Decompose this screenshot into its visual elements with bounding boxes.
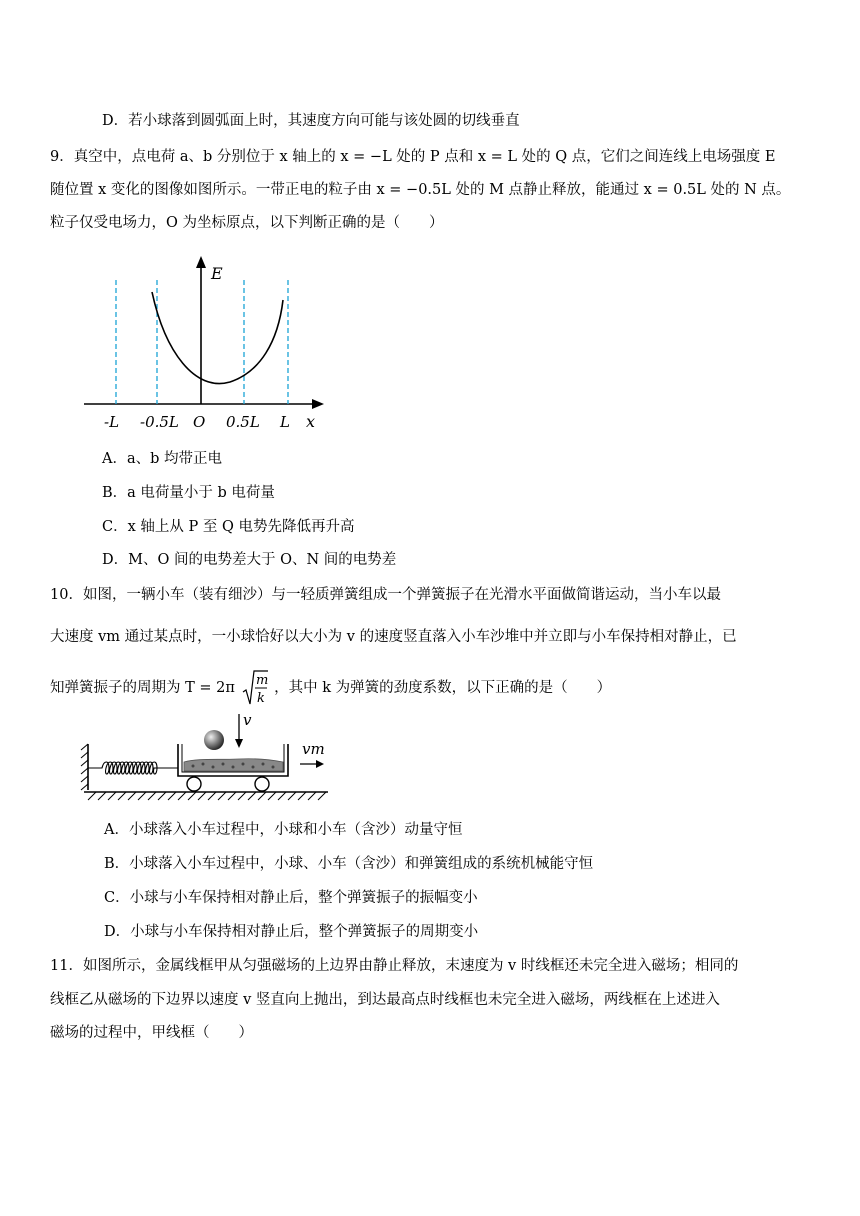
e-x-graph xyxy=(80,252,340,437)
x-axis-label: x xyxy=(306,412,316,431)
q11-stem-line2: 线框乙从磁场的下边界以速度 v 竖直向上抛出，到达最高点时线框也未完全进入磁场，两线框在上述进入 xyxy=(50,992,720,1008)
formula-denominator: k xyxy=(256,691,265,706)
ball-velocity-arrowhead xyxy=(235,739,243,748)
cart-velocity-arrowhead xyxy=(316,760,324,768)
q9-option-c: C．x 轴上从 P 至 Q 电势先降低再升高 xyxy=(102,519,355,535)
y-axis-label: E xyxy=(211,264,223,283)
q10-option-b: B．小球落入小车过程中，小球、小车（含沙）和弹簧组成的系统机械能守恒 xyxy=(104,856,594,872)
q10-option-d: D．小球与小车保持相对静止后，整个弹簧振子的周期变小 xyxy=(104,924,479,940)
q10-stem-line1: 10．如图，一辆小车（装有细沙）与一轻质弹簧组成一个弹簧振子在光滑水平面做简谐运动，当小车以最 xyxy=(50,587,721,603)
q10-stem-line3 xyxy=(50,668,611,708)
wall-hatching xyxy=(81,744,88,790)
formula-numerator: m xyxy=(255,673,268,688)
q9-stem-line2: 随位置 x 变化的图像如图所示。一带正电的粒子由 x = −0.5L 处的 M 点静止释放，能通过 x = 0.5L 处的 N 点。 xyxy=(50,182,791,198)
q10-option-a: A．小球落入小车过程中，小球和小车（含沙）动量守恒 xyxy=(104,822,463,838)
q10-option-c: C．小球与小车保持相对静止后，整个弹簧振子的振幅变小 xyxy=(104,890,478,906)
spring-cart-figure xyxy=(78,708,338,806)
spring xyxy=(88,762,178,774)
q11-stem-line3: 磁场的过程中，甲线框（ ） xyxy=(50,1025,253,1041)
q11-stem-line1: 11．如图所示，金属线框甲从匀强磁场的上边界由静止释放，末速度为 v 时线框还未完全进入磁场；相同的 xyxy=(50,958,739,974)
sand xyxy=(184,759,283,771)
x-axis-arrow xyxy=(312,399,324,409)
tick-l: L xyxy=(280,413,290,431)
tick-half-l: 0.5L xyxy=(226,413,260,431)
q9-option-a: A．a、b 均带正电 xyxy=(102,451,223,467)
q9-stem-line1: 9．真空中，点电荷 a、b 分别位于 x 轴上的 x = −L 处的 P 点和 x = L 处的 Q 点，它们之间连线上电场强度 E xyxy=(50,149,776,165)
tick-origin: O xyxy=(193,413,206,431)
q9-option-b: B．a 电荷量小于 b 电荷量 xyxy=(102,485,275,501)
ground-hatching xyxy=(88,792,326,800)
q10-stem-line3-b: ，其中 k 为弹簧的劲度系数，以下正确的是（ ） xyxy=(274,680,612,696)
tick-minus-l: -L xyxy=(104,413,120,431)
wheel-left xyxy=(187,777,201,791)
ball xyxy=(204,730,224,750)
q9-stem-line3: 粒子仅受电场力，O 为坐标原点，以下判断正确的是（ ） xyxy=(50,215,444,231)
sqrt-m-over-k xyxy=(242,668,268,708)
wheel-right xyxy=(255,777,269,791)
e-curve xyxy=(152,292,283,384)
q10-stem-line2: 大速度 vm 通过某点时，一小球恰好以大小为 v 的速度竖直落入小车沙堆中并立即与小车保持相对静止，已 xyxy=(50,629,737,645)
q9-option-d: D．M、O 间的电势差大于 O、N 间的电势差 xyxy=(102,552,397,568)
y-axis-arrow xyxy=(196,256,206,268)
q10-stem-line3-a: 知弹簧振子的周期为 T = 2π xyxy=(50,680,235,696)
cart-velocity-label: vm xyxy=(302,740,325,758)
ball-velocity-label: v xyxy=(243,711,252,729)
tick-minus-half-l: -0.5L xyxy=(140,413,179,431)
q8-option-d: D．若小球落到圆弧面上时，其速度方向可能与该处圆的切线垂直 xyxy=(102,113,520,129)
